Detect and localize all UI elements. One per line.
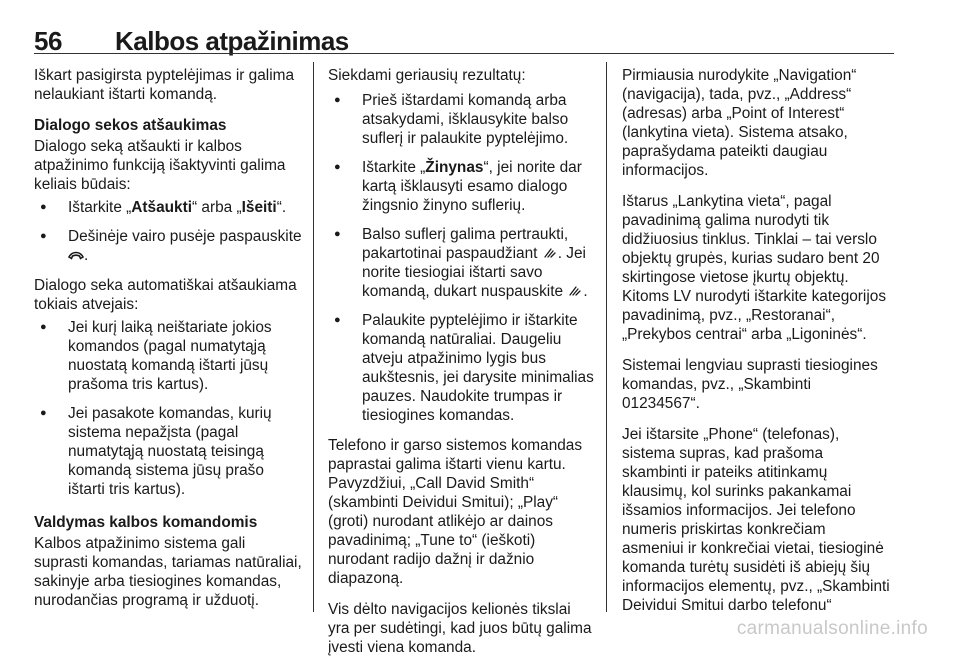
paragraph: Jei ištarsite „Phone“ (telefonas), sistema supras, kad prašoma skambinti ir pateiks atitinkamų klausimų, kol surinks pakankamai išsamios informacijos. Jei telefono numeris priskirtas konkrečiam asmeniui ir konkrečiai vietai, tiesioginė komanda turėtų susidėti iš abiejų šių informacijos elementų, pvz., „Skambinti Deividui Smitui darbo telefonu“ — [622, 426, 890, 614]
keyword-help: Žinynas — [425, 159, 484, 176]
watermark: carmanualsonline.info — [736, 618, 928, 639]
phone-hangup-icon — [68, 249, 84, 261]
page-header — [34, 26, 894, 56]
page-title: Kalbos atpažinimas — [115, 26, 349, 56]
list-item: ● Jei kurį laiką neištariate jokios komandos (pagal numatytąją nuostatą komandą ištarti jūsų prašoma tris kartus). — [34, 318, 302, 394]
list-item: ● Jei pasakote komandas, kurių sistema nepažįsta (pagal numatytąją nuostatą teisingą komandą sistema jūsų prašo ištarti tris kartus). — [34, 404, 302, 499]
voice-command-icon — [542, 247, 558, 259]
column-3 — [622, 66, 890, 627]
paragraph: Pirmiausia nurodykite „Navigation“ (navigacija), tada, pvz., „Address“ (adresas) arba „Point of Interest“ (lankytina vieta). Sistema atsako, paprašydama pateikti daugiau informacijos. — [622, 67, 857, 179]
list-item: ● Balso suflerį galima pertraukti, pakartotinai paspaudžiant . Jei norite tiesiogiai ištarti savo komandą, dukart nuspauskite . — [328, 225, 596, 301]
paragraph: Dialogo seka automatiškai atšaukiama tokiais atvejais: — [34, 277, 297, 313]
paragraph: Dialogo seką atšaukti ir kalbos atpažinimo funkciją išaktyvinti galima keliais būdais: — [34, 138, 286, 193]
paragraph: Vis dėlto navigacijos kelionės tikslai yra per sudėtingi, kad juos būtų galima įvesti viena komanda. — [328, 601, 592, 656]
header-rule — [34, 53, 894, 54]
list-item: ● Ištarkite „Žinynas“, jei norite dar kartą išklausyti esamo dialogo žingsnio žinyno suflerių. — [328, 158, 596, 215]
column-divider-1 — [313, 62, 314, 612]
column-2 — [328, 66, 596, 669]
list-item: ● Prieš ištardami komandą arba atsakydami, išklausykite balso suflerį ir palaukite pyptelėjimo. — [328, 91, 596, 148]
column-1 — [34, 66, 302, 622]
keyword-cancel: Atšaukti — [131, 199, 193, 216]
paragraph: Iškart pasigirsta pyptelėjimas ir galima nelaukiant ištarti komandą. — [34, 67, 295, 103]
paragraph: Kalbos atpažinimo sistema gali suprasti komandas, tariamas natūraliai, sakinyje arba tiesiogines komandas, nurodančias programą ir užduotį. — [34, 535, 302, 609]
list-item: ● Ištarkite „Atšaukti“ arba „Išeiti“. — [34, 198, 302, 217]
voice-command-icon — [567, 285, 583, 297]
paragraph: Ištarus „Lankytina vieta“, pagal pavadinimą galima nurodyti tik didžiuosius tinklus. Tinklai – tai verslo objektų grupės, kurias sudaro bent 20 skirtingose vietose įkurtų objektų. Kitoms LV nurodyti ištarkite kategorijos pavadinimą, pvz., „Restoranai“, „Prekybos centrai“ arba „Ligoninės“. — [622, 193, 887, 343]
column-divider-2 — [606, 62, 607, 612]
paragraph: Sistemai lengviau suprasti tiesiogines komandas, pvz., „Skambinti 01234567“. — [622, 357, 878, 412]
keyword-exit: Išeiti — [241, 199, 277, 216]
bullet-list — [34, 318, 302, 499]
bullet-list — [34, 198, 302, 265]
bullet-list — [328, 91, 596, 425]
section-heading-cancel: Dialogo sekos atšaukimas — [34, 117, 227, 134]
list-item: ● Dešinėje vairo pusėje paspauskite . — [34, 227, 302, 265]
page-number: 56 — [34, 26, 62, 56]
list-item: ● Palaukite pyptelėjimo ir ištarkite komandą natūraliai. Daugeliu atveju atpažinimo lygis bus aukštesnis, jei darysite minimalias pauzes. Naudokite trumpas ir tiesiogines komandas. — [328, 311, 596, 425]
section-heading-voice-control: Valdymas kalbos komandomis — [34, 514, 258, 531]
paragraph: Siekdami geriausių rezultatų: — [328, 67, 526, 84]
paragraph: Telefono ir garso sistemos komandas paprastai galima ištarti vienu kartu. Pavyzdžiui, „Call David Smith“ (skambinti Deividui Smitui); „Play“ (groti) nurodant atlikėjo ar dainos pavadinimą; „Tune to“ (ieškoti) nurodant radijo dažnį ir dažnio diapazoną. — [328, 437, 583, 587]
